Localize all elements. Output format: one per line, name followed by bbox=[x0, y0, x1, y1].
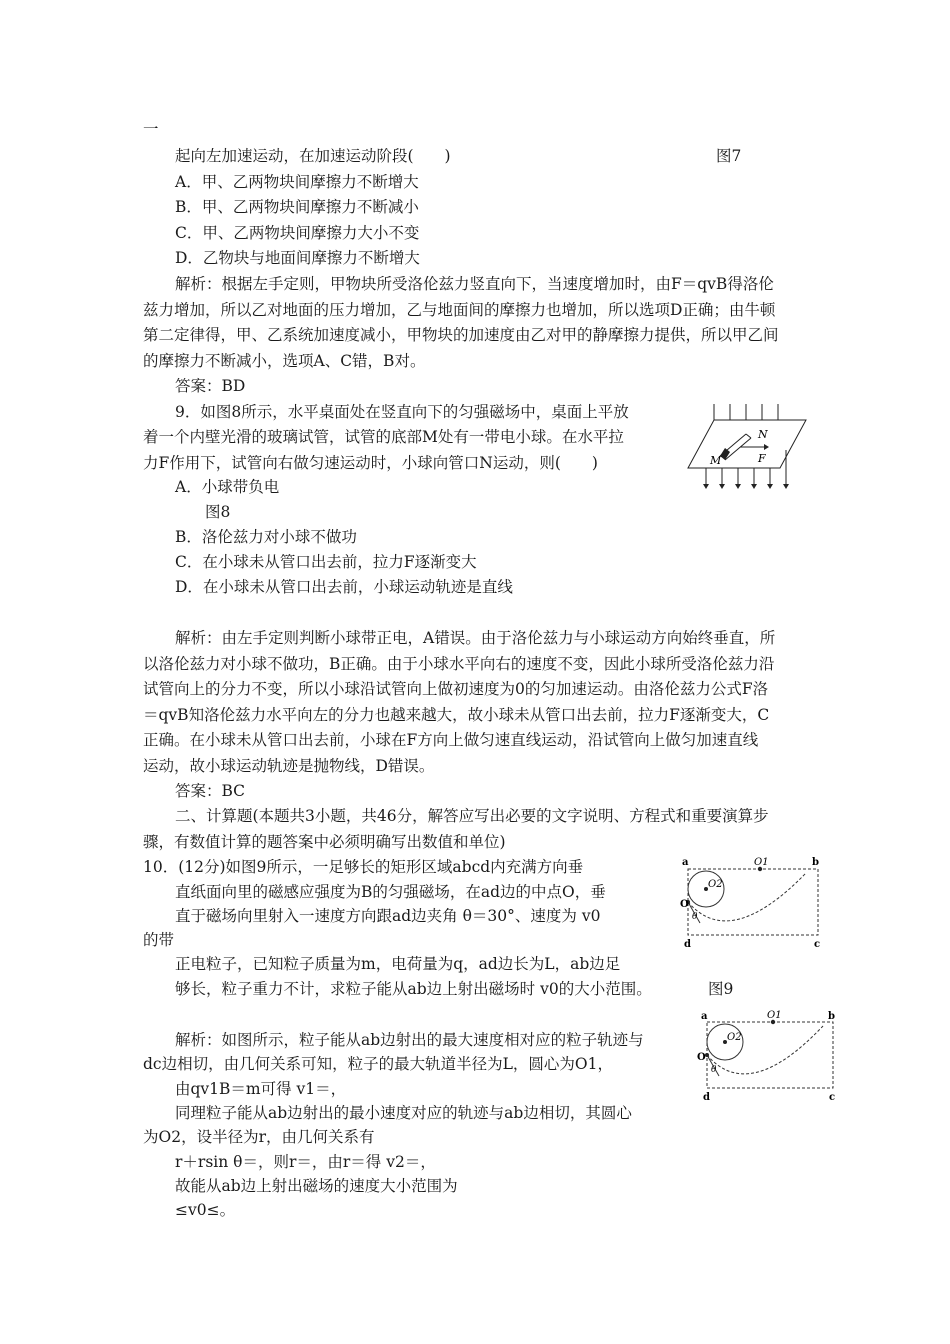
q10-analysis-line: ≤v0≤。 bbox=[175, 1201, 236, 1219]
q8-option-b: B．甲、乙两物块间摩擦力不断减小 bbox=[175, 198, 419, 216]
q10-stem-line: 10．(12分)如图9所示，一足够长的矩形区域abcd内充满方向垂 bbox=[143, 858, 584, 876]
q9-option-c: C．在小球未从管口出去前，拉力F逐渐变大 bbox=[175, 553, 477, 571]
figure-9-label-b: b bbox=[812, 857, 819, 868]
analysis-diagram-label-o1: O1 bbox=[767, 1010, 782, 1021]
top-mark: 一 bbox=[143, 120, 159, 138]
q10-analysis-line: r＋rsin θ＝，则r＝，由r＝得 v2＝， bbox=[175, 1153, 436, 1171]
q9-option-b: B．洛伦兹力对小球不做功 bbox=[175, 528, 357, 546]
figure-8-label-m: M bbox=[710, 454, 722, 467]
q8-analysis-line: 的摩擦力不断减小，选项A、C错，B对。 bbox=[143, 352, 426, 370]
analysis-diagram-label-o: O bbox=[697, 1052, 706, 1063]
figure-9-label-theta: θ bbox=[692, 912, 698, 922]
q9-analysis-line: 解析：由左手定则判断小球带正电，A错误。由于洛伦兹力与小球运动方向始终垂直，所 bbox=[175, 629, 776, 647]
q9-answer: 答案：BC bbox=[175, 782, 246, 800]
q10-analysis-line: 同理粒子能从ab边射出的最小速度对应的轨迹与ab边相切，其圆心 bbox=[175, 1104, 632, 1122]
q10-figure-label: 图9 bbox=[708, 980, 734, 998]
q9-stem-line: 9．如图8所示，水平桌面处在竖直向下的匀强磁场中，桌面上平放 bbox=[175, 403, 629, 421]
q9-stem-line: 力F作用下，试管向右做匀速运动时，小球向管口N运动，则( ) bbox=[143, 454, 598, 472]
q10-analysis-line: 由qv1B＝m可得 v1＝， bbox=[175, 1080, 347, 1098]
q8-stem-tail: 起向左加速运动，在加速运动阶段( ) bbox=[175, 147, 451, 165]
q8-answer: 答案：BD bbox=[175, 377, 246, 395]
q9-option-a: A．小球带负电 bbox=[175, 478, 280, 496]
q9-figure-label: 图8 bbox=[205, 503, 231, 521]
figure-9-label-d: d bbox=[684, 939, 691, 950]
q8-analysis-line: 兹力增加，所以乙对地面的压力增加，乙与地面间的摩擦力也增加，所以选项D正确；由牛顿 bbox=[143, 301, 776, 319]
figure-8-label-f: F bbox=[758, 452, 766, 465]
q10-stem-line: 直纸面向里的磁感应强度为B的匀强磁场，在ad边的中点O，垂 bbox=[175, 883, 606, 901]
analysis-diagram-label-a: a bbox=[701, 1011, 708, 1022]
q9-analysis-line: 试管向上的分力不变，所以小球沿试管向上做初速度为0的匀加速运动。由洛伦兹力公式F洛 bbox=[143, 680, 769, 698]
q8-analysis-line: 解析：根据左手定则，甲物块所受洛伦兹力竖直向下，当速度增加时，由F＝qvB得洛伦 bbox=[175, 275, 774, 293]
q10-analysis-line: dc边相切，由几何关系可知，粒子的最大轨道半径为L，圆心为O1， bbox=[143, 1055, 613, 1073]
q10-stem-line: 正电粒子，已知粒子质量为m，电荷量为q，ad边长为L，ab边足 bbox=[175, 955, 621, 973]
analysis-diagram-label-o2: O2 bbox=[727, 1032, 742, 1043]
figure-9-label-a: a bbox=[682, 857, 689, 868]
q10-stem-line: 够长，粒子重力不计，求粒子能从ab边上射出磁场时 v0的大小范围。 bbox=[175, 980, 652, 998]
q8-option-c: C．甲、乙两物块间摩擦力大小不变 bbox=[175, 224, 420, 242]
figure-8-diagram bbox=[684, 400, 812, 492]
analysis-diagram-label-b: b bbox=[828, 1011, 835, 1022]
q8-figure-label: 图7 bbox=[716, 147, 742, 165]
figure-9-label-o1: O1 bbox=[754, 857, 769, 868]
q9-analysis-line: 运动，故小球运动轨迹是抛物线，D错误。 bbox=[143, 757, 435, 775]
q9-stem-line: 着一个内壁光滑的玻璃试管，试管的底部M处有一带电小球。在水平拉 bbox=[143, 428, 624, 446]
q8-option-a: A．甲、乙两物块间摩擦力不断增大 bbox=[175, 173, 419, 191]
figure-9-label-c: c bbox=[814, 939, 821, 950]
q10-analysis-line: 解析：如图所示，粒子能从ab边射出的最大速度相对应的粒子轨迹与 bbox=[175, 1031, 644, 1049]
analysis-diagram-label-c: c bbox=[829, 1092, 836, 1102]
q9-analysis-line: ＝qvB知洛伦兹力水平向左的分力也越来越大，故小球未从管口出去前，拉力F逐渐变大，C bbox=[143, 706, 770, 724]
q10-analysis-line: 故能从ab边上射出磁场的速度大小范围为 bbox=[175, 1177, 458, 1195]
section2-heading-line: 骤，有数值计算的题答案中必须明确写出数值和单位) bbox=[143, 833, 506, 851]
figure-9-diagram bbox=[680, 855, 830, 951]
q9-option-d: D．在小球未从管口出去前，小球运动轨迹是直线 bbox=[175, 578, 513, 596]
analysis-diagram-label-d: d bbox=[703, 1092, 710, 1102]
q10-stem-line: 的带 bbox=[143, 931, 175, 949]
analysis-diagram bbox=[697, 1010, 843, 1102]
figure-8-label-n: N bbox=[758, 428, 768, 441]
section2-heading-line: 二、计算题(本题共3小题，共46分，解答应写出必要的文字说明、方程式和重要演算步 bbox=[175, 807, 769, 825]
figure-9-label-o2: O2 bbox=[708, 879, 723, 890]
q10-analysis-line: 为O2，设半径为r，由几何关系有 bbox=[143, 1128, 375, 1146]
q8-analysis-line: 第二定律得，甲、乙系统加速度减小，甲物块的加速度由乙对甲的静摩擦力提供，所以甲乙间 bbox=[143, 326, 779, 344]
q9-analysis-line: 以洛伦兹力对小球不做功，B正确。由于小球水平向右的速度不变，因此小球所受洛伦兹力沿 bbox=[143, 655, 775, 673]
figure-9-label-o: O bbox=[680, 899, 689, 910]
q9-analysis-line: 正确。在小球未从管口出去前，小球在F方向上做匀速直线运动，沿试管向上做匀加速直线 bbox=[143, 731, 759, 749]
q8-option-d: D．乙物块与地面间摩擦力不断增大 bbox=[175, 249, 420, 267]
q10-stem-line: 直于磁场向里射入一速度方向跟ad边夹角 θ＝30°、速度为 v0 bbox=[175, 907, 601, 925]
analysis-diagram-label-theta: θ bbox=[711, 1065, 717, 1075]
